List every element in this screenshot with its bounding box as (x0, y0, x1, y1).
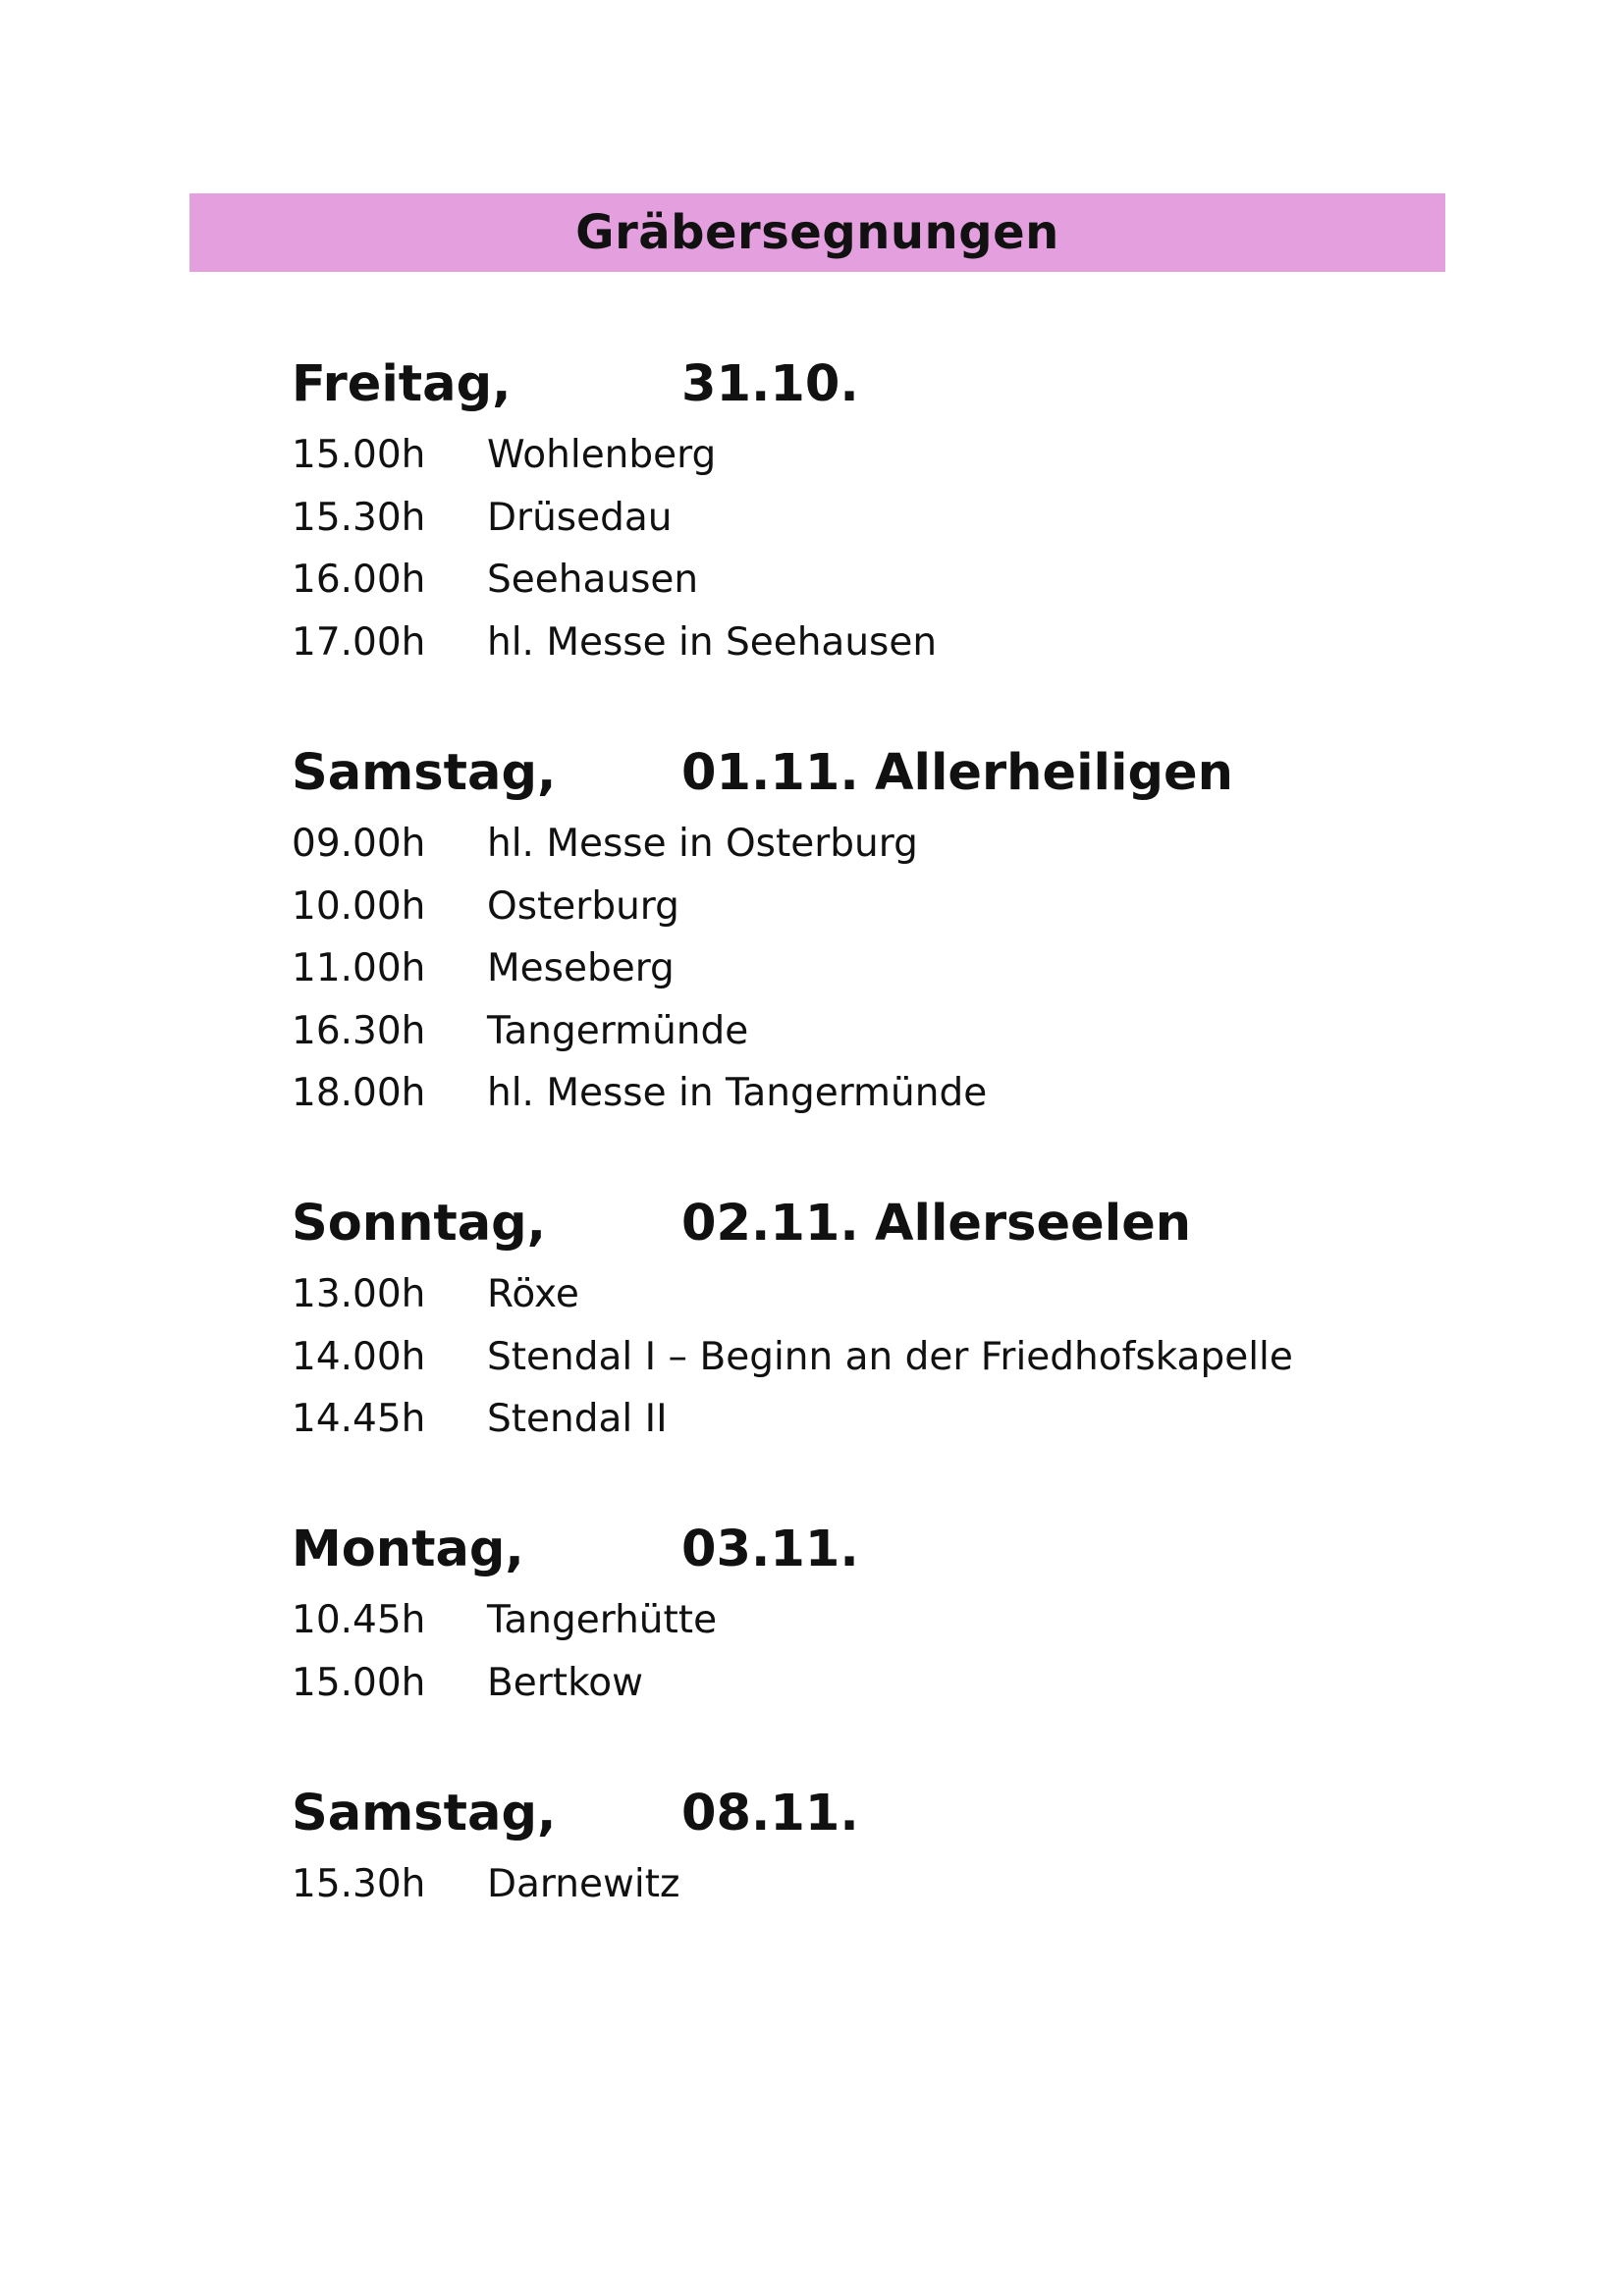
schedule-entry (292, 1000, 1372, 1063)
entry-place: Tangermünde (487, 1008, 749, 1053)
day-name: Montag, (292, 1521, 524, 1578)
entry-time: 14.00h (292, 1334, 426, 1379)
entry-time: 17.00h (292, 619, 426, 665)
schedule-entry (292, 424, 1372, 487)
entry-place: hl. Messe in Seehausen (487, 619, 938, 665)
schedule-entry (292, 1853, 1372, 1916)
day-heading (292, 1775, 1372, 1853)
entry-time: 16.00h (292, 558, 426, 602)
entry-time: 14.45h (292, 1397, 426, 1441)
day-section-friday (292, 346, 1372, 673)
title-banner (189, 193, 1445, 272)
entry-place: hl. Messe in Tangermünde (487, 1071, 988, 1115)
day-date: 31.10. (681, 355, 859, 413)
day-heading (292, 346, 1372, 424)
schedule-entry (292, 487, 1372, 550)
schedule-entry (292, 1589, 1372, 1652)
entry-time: 15.00h (292, 1660, 426, 1705)
entry-time: 15.00h (292, 433, 426, 477)
feast-name: Allerheiligen (875, 744, 1233, 802)
day-heading (292, 734, 1372, 813)
day-section-monday (292, 1511, 1372, 1714)
entry-place: Bertkow (487, 1660, 644, 1705)
schedule-entry (292, 1388, 1372, 1451)
entry-place: hl. Messe in Osterburg (487, 822, 918, 866)
entry-time: 15.30h (292, 1862, 426, 1906)
entry-place: Seehausen (487, 558, 699, 602)
entry-place: Stendal I – Beginn an der Friedhofskapelle (487, 1334, 1293, 1379)
day-section-saturday-allerheiligen (292, 734, 1372, 1125)
day-date: 08.11. (681, 1785, 859, 1842)
schedule-entry (292, 937, 1372, 1000)
day-section-sunday-allerseelen (292, 1185, 1372, 1451)
entry-time: 10.45h (292, 1598, 426, 1642)
entry-time: 18.00h (292, 1071, 426, 1115)
schedule-entry (292, 1326, 1372, 1389)
entry-place: Osterburg (487, 883, 679, 929)
schedule-entry (292, 813, 1372, 876)
day-name: Freitag, (292, 355, 512, 413)
day-heading (292, 1511, 1372, 1589)
day-heading (292, 1185, 1372, 1263)
schedule-entry (292, 1062, 1372, 1125)
day-section-saturday (292, 1775, 1372, 1916)
entry-place: Tangerhütte (487, 1598, 718, 1642)
schedule-entry (292, 876, 1372, 938)
entry-place: Meseberg (487, 946, 675, 990)
day-name: Samstag, (292, 1785, 557, 1842)
day-date: 03.11. (681, 1521, 859, 1578)
entry-time: 11.00h (292, 946, 426, 990)
entry-place: Wohlenberg (487, 433, 717, 477)
entry-place: Röxe (487, 1272, 579, 1316)
entry-place: Stendal II (487, 1397, 668, 1441)
schedule-entry (292, 612, 1372, 674)
entry-time: 16.30h (292, 1008, 426, 1053)
entry-time: 15.30h (292, 495, 426, 540)
day-date: 02.11. (681, 1195, 859, 1253)
entry-time: 09.00h (292, 822, 426, 866)
feast-name: Allerseelen (875, 1195, 1192, 1253)
day-date: 01.11. (681, 744, 859, 802)
day-name: Sonntag, (292, 1195, 547, 1253)
entry-place: Drüsedau (487, 495, 673, 540)
schedule-entry (292, 549, 1372, 612)
day-name: Samstag, (292, 744, 557, 802)
schedule-entry (292, 1263, 1372, 1326)
page-title: Gräbersegnungen (575, 205, 1059, 260)
entry-time: 13.00h (292, 1272, 426, 1316)
entry-place: Darnewitz (487, 1862, 680, 1906)
schedule-entry (292, 1652, 1372, 1715)
entry-time: 10.00h (292, 883, 426, 929)
